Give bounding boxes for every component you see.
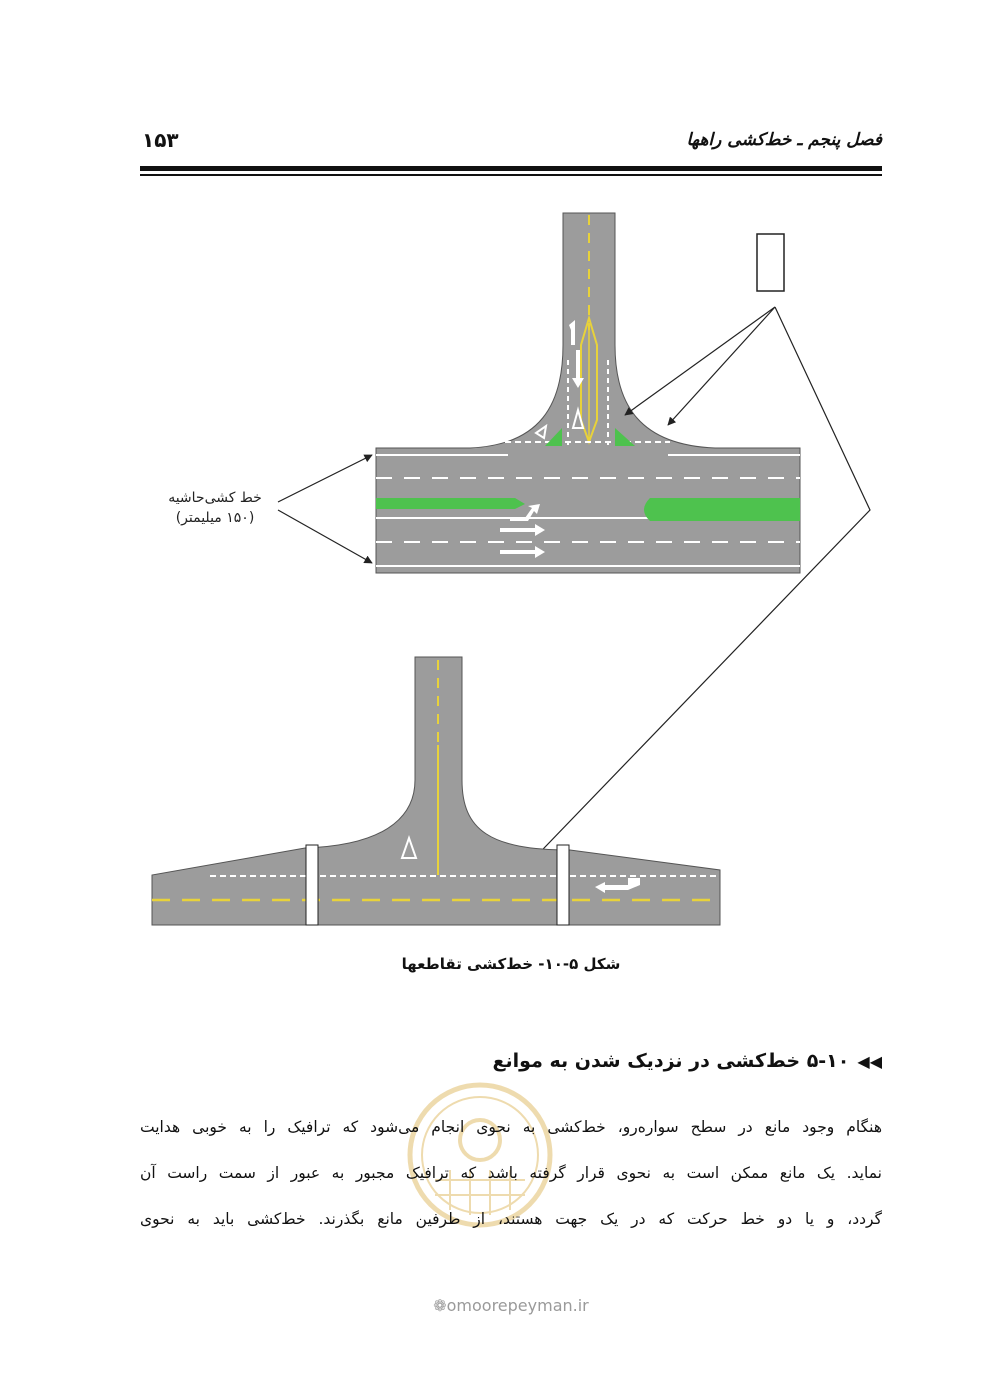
watermark-text: ❁omoorepeyman.ir <box>433 1296 589 1315</box>
sign-rectangle <box>757 234 784 291</box>
edge-line-label: خط کشی‌حاشیه (۱۵۰ میلیمتر) <box>168 490 262 526</box>
label-leader <box>278 510 372 563</box>
figure-caption: شکل ۵-۱۰- خط‌کشی تقاطعها <box>401 955 621 973</box>
green-median-right <box>644 498 800 521</box>
page-number: ۱۵۳ <box>142 128 179 152</box>
green-median-left <box>376 498 525 509</box>
double-chevron-icon: ◀◀ <box>857 1052 882 1071</box>
leader-line <box>668 307 775 425</box>
label-leader <box>278 455 372 502</box>
chapter-title: فصل پنجم ـ خط‌کشی راهها <box>686 130 882 150</box>
logo-icon: ❁ <box>433 1296 447 1315</box>
top-intersection <box>376 213 800 573</box>
section-heading: ◀◀۵-۱۰ خط‌کشی در نزدیک شدن به موانع <box>492 1050 882 1072</box>
barrier-post <box>557 845 569 925</box>
bottom-intersection <box>152 657 720 925</box>
leader-line <box>625 307 775 415</box>
body-paragraph: هنگام وجود مانع در سطح سواره‌رو، خط‌کشی به نحوی انجام می‌شود که ترافیک را به خوبی هدایت نماید. یک مانع ممکن است به نحوی قرار گرفته باشد که ترافیک مجبور به عبور از سمت راست آن گردد، و یا دو خط حرکت که در یک جهت هستند، از طرفین مانع بگذرند. خط‌کشی باید به نحوی <box>140 1118 882 1228</box>
barrier-post <box>306 845 318 925</box>
